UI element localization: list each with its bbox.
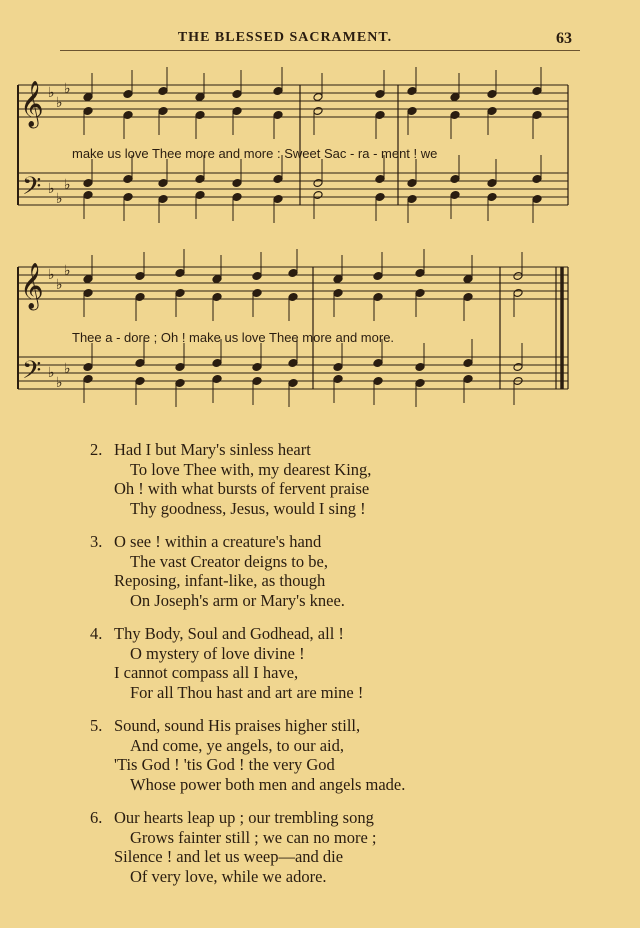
verse-number: 2.: [90, 440, 103, 459]
verses: [90, 440, 550, 900]
verse-line: [90, 808, 550, 828]
verse-6: [90, 808, 550, 886]
verse-line: [90, 828, 550, 848]
flat-icon: ♭: [56, 277, 63, 293]
verse-text: Silence ! and let us weep—and die: [114, 847, 344, 866]
lyrics-line-1: make us love Thee more and more : Sweet Sac - ra - ment ! we: [72, 146, 438, 161]
verse-text: And come, ye angels, to our aid,: [130, 735, 344, 755]
verse-line: [90, 624, 550, 644]
flat-icon: ♭: [48, 365, 55, 381]
verse-line: [90, 499, 550, 519]
verse-line: [90, 736, 550, 756]
flat-icon: ♭: [48, 85, 55, 101]
flat-icon: ♭: [64, 361, 71, 377]
verse-line: [90, 460, 550, 480]
verse-text: Oh ! with what bursts of fervent praise: [114, 479, 370, 498]
verse-text: Thy Body, Soul and Godhead, all !: [114, 624, 344, 643]
verse-text: Had I but Mary's sinless heart: [114, 440, 311, 459]
verse-text: To love Thee with, my dearest King,: [130, 459, 372, 479]
verse-number: 5.: [90, 716, 103, 735]
flat-icon: ♭: [64, 177, 71, 193]
verse-2: [90, 440, 550, 518]
verse-text: On Joseph's arm or Mary's knee.: [130, 590, 345, 610]
verse-5: [90, 716, 550, 794]
verse-line: [90, 440, 550, 460]
treble-clef-icon: 𝄞: [20, 81, 44, 127]
verse-number: 6.: [90, 808, 103, 827]
verse-text: I cannot compass all I have,: [114, 663, 299, 682]
bass-clef-icon: 𝄢: [22, 356, 42, 391]
verse-text: O mystery of love divine !: [130, 643, 305, 663]
verse-line: [90, 571, 550, 591]
treble-clef-icon: 𝄞: [20, 263, 44, 309]
verse-4: [90, 624, 550, 702]
verse-line: [90, 591, 550, 611]
verse-line: [90, 644, 550, 664]
flat-icon: ♭: [56, 95, 63, 111]
verse-text: The vast Creator deigns to be,: [130, 551, 328, 571]
page-title: THE BLESSED SACRAMENT.: [177, 30, 393, 45]
verse-text: Sound, sound His praises higher still,: [114, 716, 361, 735]
verse-line: [90, 867, 550, 887]
verse-number: 4.: [90, 624, 103, 643]
verse-line: [90, 552, 550, 572]
verse-line: [90, 775, 550, 795]
verse-text: Grows fainter still ; we can no more ;: [130, 827, 377, 847]
bass-clef-icon: 𝄢: [22, 172, 42, 207]
verse-line: [90, 532, 550, 552]
flat-icon: ♭: [64, 263, 71, 279]
verse-text: O see ! within a creature's hand: [114, 532, 322, 551]
verse-line: [90, 755, 550, 775]
verse-line: [90, 847, 550, 867]
verse-text: Of very love, while we adore.: [130, 866, 327, 886]
verse-text: Reposing, infant-like, as though: [114, 571, 326, 590]
verse-text: 'Tis God ! 'tis God ! the very God: [114, 755, 335, 774]
verse-text: Thy goodness, Jesus, would I sing !: [130, 498, 366, 518]
verse-line: [90, 479, 550, 499]
verse-text: Our hearts leap up ; our trembling song: [114, 808, 374, 827]
verse-text: For all Thou hast and art are mine !: [130, 682, 364, 702]
flat-icon: ♭: [48, 181, 55, 197]
verse-number: 3.: [90, 532, 103, 551]
flat-icon: ♭: [48, 267, 55, 283]
verse-text: Whose power both men and angels made.: [130, 774, 406, 794]
music-score: [0, 0, 640, 440]
verse-line: [90, 716, 550, 736]
verse-line: [90, 663, 550, 683]
flat-icon: ♭: [64, 81, 71, 97]
lyrics-line-2: Thee a - dore ; Oh ! make us love Thee more and more.: [72, 330, 395, 345]
flat-icon: ♭: [56, 191, 63, 207]
flat-icon: ♭: [56, 375, 63, 391]
verse-line: [90, 683, 550, 703]
page-number: 63: [556, 30, 572, 47]
verse-3: [90, 532, 550, 610]
